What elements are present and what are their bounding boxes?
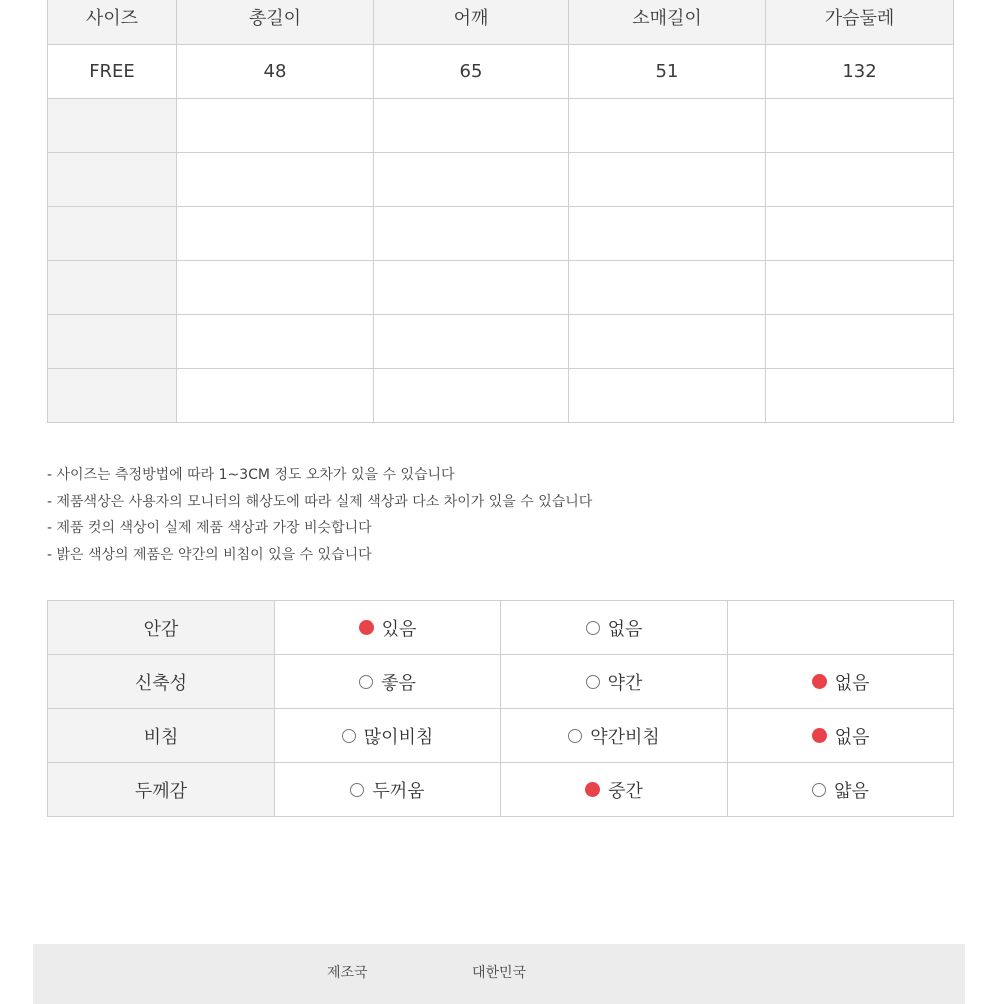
size-cell	[569, 369, 766, 423]
fabric-option-cell[interactable]	[501, 763, 728, 817]
size-cell	[48, 369, 177, 423]
fabric-info-table	[47, 600, 954, 817]
size-header-cell: 총길이	[177, 0, 374, 45]
radio-unselected-icon[interactable]	[342, 729, 356, 743]
radio-selected-icon[interactable]	[812, 728, 827, 743]
size-cell	[569, 153, 766, 207]
fabric-row-sheerness	[48, 709, 954, 763]
size-cell	[766, 207, 954, 261]
size-cell	[766, 99, 954, 153]
fabric-label: 안감	[48, 601, 275, 655]
origin-label: 제조국	[327, 965, 368, 981]
size-header-cell: 어깨	[374, 0, 569, 45]
fabric-label: 두께감	[48, 763, 275, 817]
size-cell	[177, 261, 374, 315]
fabric-option-cell[interactable]	[728, 655, 954, 709]
fabric-option-cell[interactable]	[275, 709, 501, 763]
size-cell	[766, 153, 954, 207]
size-cell	[569, 99, 766, 153]
fabric-row-lining	[48, 601, 954, 655]
size-cell	[766, 369, 954, 423]
size-row	[48, 207, 954, 261]
fabric-option-cell[interactable]	[728, 763, 954, 817]
fabric-option-cell[interactable]	[501, 655, 728, 709]
size-cell	[569, 315, 766, 369]
size-row	[48, 153, 954, 207]
origin-value: 대한민국	[472, 965, 527, 981]
fabric-label: 신축성	[48, 655, 275, 709]
size-notes	[47, 462, 592, 568]
size-cell: FREE	[48, 45, 177, 99]
radio-selected-icon[interactable]	[585, 782, 600, 797]
size-cell	[374, 261, 569, 315]
size-cell	[374, 99, 569, 153]
size-cell	[569, 207, 766, 261]
fabric-option-cell[interactable]	[501, 709, 728, 763]
size-cell	[177, 369, 374, 423]
size-cell: 132	[766, 45, 954, 99]
radio-unselected-icon[interactable]	[568, 729, 582, 743]
fabric-option-cell[interactable]	[275, 655, 501, 709]
option-label: 약간비침	[590, 726, 660, 748]
size-row	[48, 45, 954, 99]
note-line: - 사이즈는 측정방법에 따라 1~3CM 정도 오차가 있을 수 있습니다	[47, 467, 455, 483]
size-cell	[48, 153, 177, 207]
size-cell	[374, 153, 569, 207]
radio-unselected-icon[interactable]	[359, 675, 373, 689]
option-label: 좋음	[381, 672, 416, 694]
option-label: 없음	[607, 618, 643, 640]
size-row	[48, 99, 954, 153]
size-cell	[374, 207, 569, 261]
size-cell	[48, 207, 177, 261]
radio-unselected-icon[interactable]	[350, 783, 364, 797]
size-cell	[374, 369, 569, 423]
size-row	[48, 261, 954, 315]
size-cell	[48, 315, 177, 369]
size-header-cell: 사이즈	[48, 0, 177, 45]
option-label: 얇음	[834, 780, 869, 802]
radio-unselected-icon[interactable]	[586, 675, 600, 689]
option-label: 많이비침	[363, 726, 434, 748]
size-cell	[766, 315, 954, 369]
size-cell: 51	[569, 45, 766, 99]
fabric-row-thickness	[48, 763, 954, 817]
note-line: - 제품 컷의 색상이 실제 제품 색상과 가장 비슷합니다	[47, 520, 372, 536]
option-label: 두꺼움	[372, 780, 425, 802]
fabric-empty-cell	[728, 601, 954, 655]
option-label: 없음	[834, 726, 870, 748]
option-label: 약간	[607, 672, 643, 694]
size-header-cell: 가슴둘레	[766, 0, 954, 45]
size-header-row	[48, 0, 954, 45]
fabric-option-cell[interactable]	[501, 601, 728, 655]
size-cell: 65	[374, 45, 569, 99]
radio-unselected-icon[interactable]	[812, 783, 826, 797]
fabric-option-cell[interactable]	[275, 601, 501, 655]
note-line: - 제품색상은 사용자의 모니터의 해상도에 따라 실제 색상과 다소 차이가 있을 수 있습니다	[47, 493, 593, 510]
size-cell	[177, 315, 374, 369]
size-cell	[48, 99, 177, 153]
fabric-label: 비침	[48, 709, 275, 763]
size-cell	[569, 261, 766, 315]
radio-selected-icon[interactable]	[812, 674, 827, 689]
radio-selected-icon[interactable]	[359, 620, 374, 635]
option-label: 없음	[834, 672, 870, 694]
size-row	[48, 315, 954, 369]
size-cell	[766, 261, 954, 315]
size-cell: 48	[177, 45, 374, 99]
fabric-row-stretch	[48, 655, 954, 709]
size-cell	[177, 207, 374, 261]
note-line: - 밝은 색상의 제품은 약간의 비침이 있을 수 있습니다	[47, 546, 372, 563]
radio-unselected-icon[interactable]	[586, 621, 600, 635]
option-label: 있음	[381, 618, 417, 640]
size-table	[47, 0, 954, 423]
option-label: 중간	[608, 780, 643, 802]
size-cell	[177, 153, 374, 207]
size-cell	[177, 99, 374, 153]
size-cell	[374, 315, 569, 369]
fabric-option-cell[interactable]	[728, 709, 954, 763]
size-row	[48, 369, 954, 423]
product-info-footer	[33, 944, 965, 1004]
size-cell	[48, 261, 177, 315]
size-header-cell: 소매길이	[569, 0, 766, 45]
fabric-option-cell[interactable]	[275, 763, 501, 817]
